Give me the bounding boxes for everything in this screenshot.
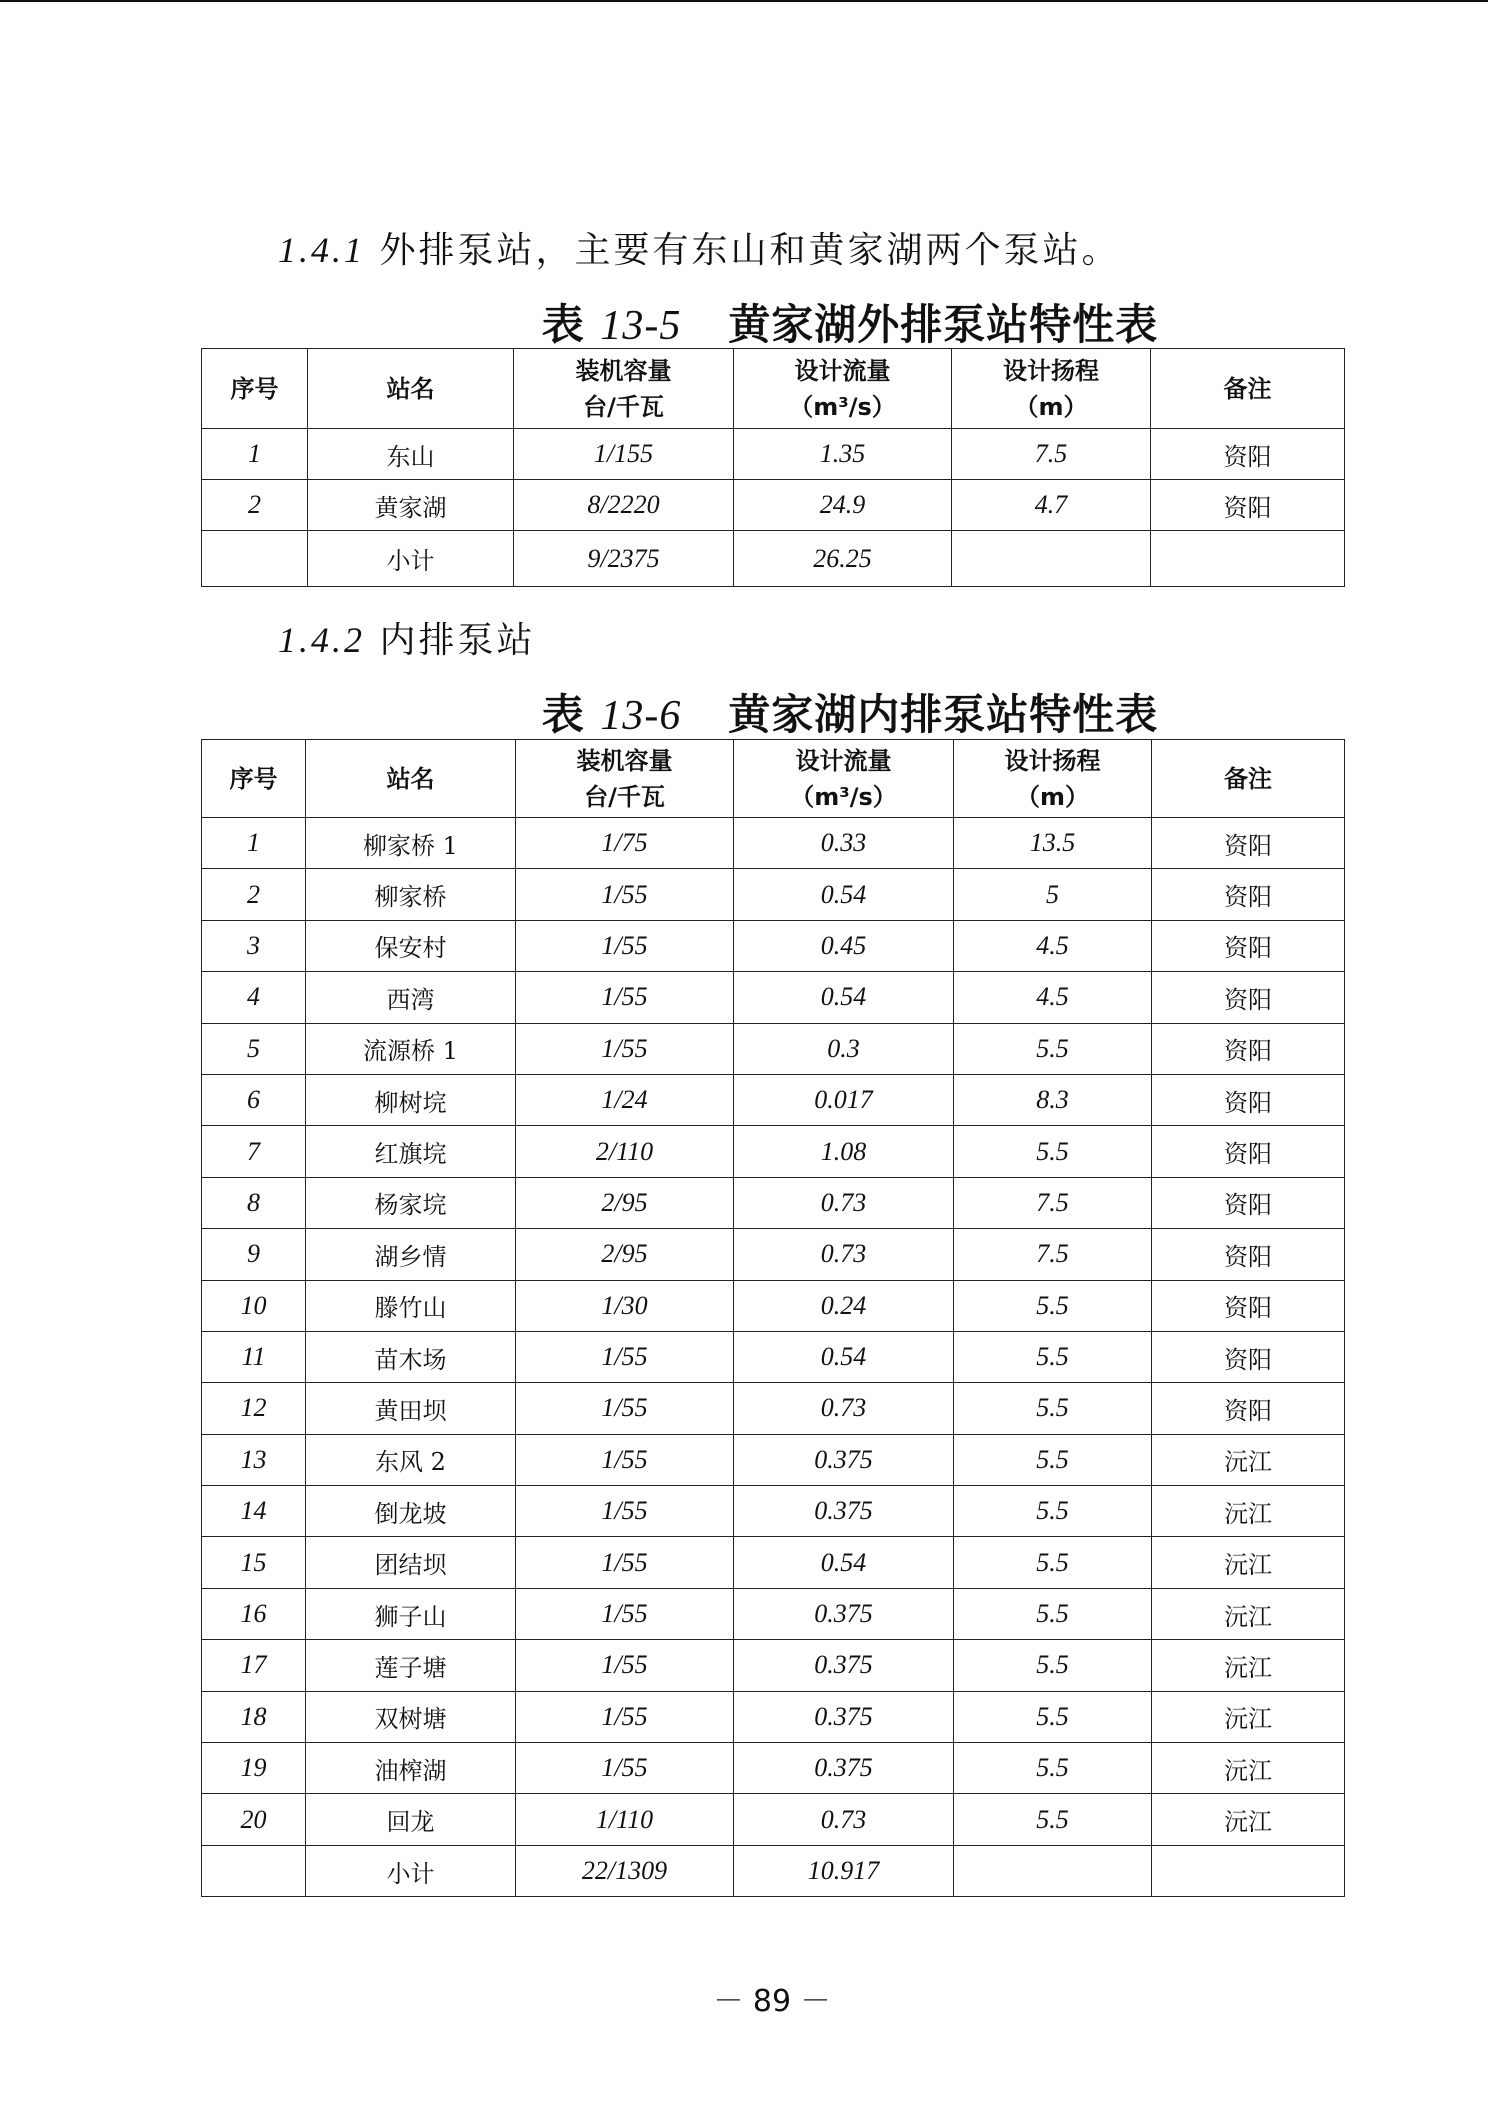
cell-flow: 0.54 — [734, 869, 954, 920]
cell-seq: 20 — [202, 1794, 306, 1845]
cell-seq: 1 — [202, 818, 306, 869]
caption-prefix: 表 — [541, 690, 585, 739]
cell-seq: 8 — [202, 1177, 306, 1228]
cell-total-capacity: 9/2375 — [514, 531, 734, 587]
cell-flow: 0.24 — [734, 1280, 954, 1331]
top-border-line — [0, 0, 1488, 2]
cell-name: 双树塘 — [306, 1691, 516, 1742]
table-row — [202, 1280, 1345, 1331]
cell-head: 7.5 — [954, 1177, 1152, 1228]
table-row — [202, 818, 1345, 869]
cell-name: 莲子塘 — [306, 1640, 516, 1691]
table-row — [202, 1383, 1345, 1434]
cell-note: 资阳 — [1152, 1331, 1345, 1382]
cell-flow: 0.375 — [734, 1486, 954, 1537]
page-number: － 89 － — [713, 1984, 831, 2019]
header-name: 站名 — [308, 349, 514, 429]
cell-name: 滕竹山 — [306, 1280, 516, 1331]
cell-flow: 0.54 — [734, 972, 954, 1023]
cell-seq: 4 — [202, 972, 306, 1023]
table-row — [202, 920, 1345, 971]
table-13-5-caption — [0, 292, 1488, 352]
table-row — [202, 1588, 1345, 1639]
table-row — [202, 480, 1345, 531]
cell-name: 油榨湖 — [306, 1743, 516, 1794]
cell-head: 13.5 — [954, 818, 1152, 869]
cell-head: 5 — [954, 869, 1152, 920]
external-pump-station-table — [201, 348, 1345, 587]
cell-seq: 14 — [202, 1486, 306, 1537]
table-row — [202, 1537, 1345, 1588]
cell-head: 5.5 — [954, 1691, 1152, 1742]
cell-head — [952, 531, 1151, 587]
cell-flow: 1.08 — [734, 1126, 954, 1177]
section-text: 外排泵站，主要有东山和黄家湖两个泵站。 — [379, 230, 1121, 271]
cell-capacity: 1/55 — [516, 1537, 734, 1588]
table-row — [202, 429, 1345, 480]
section-number: 1.4.2 — [278, 620, 365, 660]
cell-flow: 0.3 — [734, 1023, 954, 1074]
cell-head: 7.5 — [952, 429, 1151, 480]
cell-seq: 19 — [202, 1743, 306, 1794]
cell-name: 东风 2 — [306, 1434, 516, 1485]
cell-capacity: 2/95 — [516, 1229, 734, 1280]
section-text: 内排泵站 — [379, 620, 536, 661]
cell-capacity: 1/75 — [516, 818, 734, 869]
cell-head: 8.3 — [954, 1074, 1152, 1125]
caption-title: 黄家湖内排泵站特性表 — [728, 690, 1159, 739]
caption-number: 13-6 — [600, 693, 682, 739]
table-row — [202, 1229, 1345, 1280]
cell-capacity: 1/24 — [516, 1074, 734, 1125]
table-row — [202, 1126, 1345, 1177]
cell-seq: 3 — [202, 920, 306, 971]
header-flow: 设计流量 （m³/s） — [734, 349, 952, 429]
cell-note: 资阳 — [1152, 818, 1345, 869]
caption-prefix: 表 — [541, 300, 585, 349]
cell-note: 资阳 — [1152, 1383, 1345, 1434]
cell-head: 5.5 — [954, 1331, 1152, 1382]
cell-seq: 9 — [202, 1229, 306, 1280]
section-number: 1.4.1 — [278, 230, 365, 270]
cell-name: 黄家湖 — [308, 480, 514, 531]
cell-capacity: 1/55 — [516, 1383, 734, 1434]
cell-capacity: 1/30 — [516, 1280, 734, 1331]
cell-name: 保安村 — [306, 920, 516, 971]
cell-flow: 24.9 — [734, 480, 952, 531]
table-total-row — [202, 1845, 1345, 1896]
cell-seq: 15 — [202, 1537, 306, 1588]
cell-seq: 7 — [202, 1126, 306, 1177]
cell-head: 4.7 — [952, 480, 1151, 531]
cell-name: 红旗垸 — [306, 1126, 516, 1177]
cell-flow: 0.73 — [734, 1177, 954, 1228]
cell-flow: 0.73 — [734, 1794, 954, 1845]
cell-capacity: 8/2220 — [514, 480, 734, 531]
cell-head: 5.5 — [954, 1794, 1152, 1845]
cell-capacity: 1/55 — [516, 1588, 734, 1639]
cell-head: 5.5 — [954, 1743, 1152, 1794]
cell-head — [954, 1845, 1152, 1896]
cell-note: 沅江 — [1152, 1743, 1345, 1794]
cell-seq: 18 — [202, 1691, 306, 1742]
caption-number: 13-5 — [600, 303, 682, 349]
cell-head: 4.5 — [954, 972, 1152, 1023]
cell-seq: 6 — [202, 1074, 306, 1125]
header-note: 备注 — [1152, 740, 1345, 818]
cell-seq: 1 — [202, 429, 308, 480]
cell-note: 沅江 — [1152, 1640, 1345, 1691]
cell-head: 5.5 — [954, 1537, 1152, 1588]
table-row — [202, 1743, 1345, 1794]
section-heading-1-4-1 — [278, 222, 1120, 273]
cell-note — [1151, 531, 1345, 587]
cell-capacity: 2/110 — [516, 1126, 734, 1177]
section-heading-1-4-2 — [278, 612, 535, 663]
cell-capacity: 1/55 — [516, 1486, 734, 1537]
cell-note: 资阳 — [1152, 972, 1345, 1023]
cell-seq: 16 — [202, 1588, 306, 1639]
cell-total-flow: 26.25 — [734, 531, 952, 587]
header-seq: 序号 — [202, 740, 306, 818]
cell-name: 东山 — [308, 429, 514, 480]
cell-flow: 0.375 — [734, 1743, 954, 1794]
cell-seq: 13 — [202, 1434, 306, 1485]
cell-flow: 1.35 — [734, 429, 952, 480]
cell-seq: 5 — [202, 1023, 306, 1074]
cell-seq: 10 — [202, 1280, 306, 1331]
cell-seq: 17 — [202, 1640, 306, 1691]
header-capacity: 装机容量 台/千瓦 — [516, 740, 734, 818]
internal-pump-station-table — [201, 739, 1345, 1897]
table-row — [202, 1434, 1345, 1485]
cell-capacity: 1/55 — [516, 1331, 734, 1382]
cell-head: 5.5 — [954, 1383, 1152, 1434]
cell-capacity: 1/55 — [516, 869, 734, 920]
cell-head: 5.5 — [954, 1280, 1152, 1331]
table-header-row — [202, 349, 1345, 429]
cell-name: 团结坝 — [306, 1537, 516, 1588]
cell-note: 资阳 — [1152, 869, 1345, 920]
cell-flow: 0.017 — [734, 1074, 954, 1125]
cell-seq — [202, 1845, 306, 1896]
table-row — [202, 1331, 1345, 1382]
cell-name: 柳树垸 — [306, 1074, 516, 1125]
cell-note: 资阳 — [1152, 1074, 1345, 1125]
table-row — [202, 1640, 1345, 1691]
cell-note: 资阳 — [1152, 1177, 1345, 1228]
table-row — [202, 1074, 1345, 1125]
table-row — [202, 869, 1345, 920]
cell-head: 5.5 — [954, 1486, 1152, 1537]
cell-name: 倒龙坡 — [306, 1486, 516, 1537]
cell-note: 资阳 — [1152, 1023, 1345, 1074]
cell-note: 沅江 — [1152, 1486, 1345, 1537]
cell-name: 回龙 — [306, 1794, 516, 1845]
cell-name: 黄田坝 — [306, 1383, 516, 1434]
cell-flow: 0.45 — [734, 920, 954, 971]
cell-seq: 11 — [202, 1331, 306, 1382]
table-row — [202, 1177, 1345, 1228]
header-name: 站名 — [306, 740, 516, 818]
cell-seq: 2 — [202, 480, 308, 531]
cell-head: 7.5 — [954, 1229, 1152, 1280]
table-row — [202, 972, 1345, 1023]
cell-flow: 0.73 — [734, 1383, 954, 1434]
cell-note: 资阳 — [1151, 429, 1345, 480]
cell-total-capacity: 22/1309 — [516, 1845, 734, 1896]
cell-seq: 12 — [202, 1383, 306, 1434]
cell-name: 湖乡情 — [306, 1229, 516, 1280]
table-header-row — [202, 740, 1345, 818]
cell-seq — [202, 531, 308, 587]
cell-note: 资阳 — [1152, 920, 1345, 971]
cell-note: 资阳 — [1151, 480, 1345, 531]
cell-name: 狮子山 — [306, 1588, 516, 1639]
cell-head: 4.5 — [954, 920, 1152, 971]
header-seq: 序号 — [202, 349, 308, 429]
cell-head: 5.5 — [954, 1588, 1152, 1639]
cell-note — [1152, 1845, 1345, 1896]
cell-capacity: 1/110 — [516, 1794, 734, 1845]
cell-flow: 0.375 — [734, 1640, 954, 1691]
cell-name: 流源桥 1 — [306, 1023, 516, 1074]
table-row — [202, 1794, 1345, 1845]
table-row — [202, 1691, 1345, 1742]
cell-capacity: 1/55 — [516, 1640, 734, 1691]
cell-flow: 0.33 — [734, 818, 954, 869]
cell-total-flow: 10.917 — [734, 1845, 954, 1896]
cell-note: 资阳 — [1152, 1229, 1345, 1280]
cell-head: 5.5 — [954, 1640, 1152, 1691]
cell-flow: 0.375 — [734, 1434, 954, 1485]
cell-capacity: 1/55 — [516, 1691, 734, 1742]
cell-note: 沅江 — [1152, 1434, 1345, 1485]
cell-seq: 2 — [202, 869, 306, 920]
cell-capacity: 2/95 — [516, 1177, 734, 1228]
cell-capacity: 1/155 — [514, 429, 734, 480]
cell-head: 5.5 — [954, 1023, 1152, 1074]
cell-note: 资阳 — [1152, 1126, 1345, 1177]
cell-flow: 0.54 — [734, 1537, 954, 1588]
cell-total-label: 小计 — [306, 1845, 516, 1896]
cell-flow: 0.54 — [734, 1331, 954, 1382]
table-row — [202, 1486, 1345, 1537]
header-head: 设计扬程 （m） — [952, 349, 1151, 429]
table-13-6-caption — [0, 682, 1488, 742]
cell-capacity: 1/55 — [516, 1434, 734, 1485]
cell-capacity: 1/55 — [516, 920, 734, 971]
cell-note: 沅江 — [1152, 1537, 1345, 1588]
table-row — [202, 1023, 1345, 1074]
header-head: 设计扬程 （m） — [954, 740, 1152, 818]
cell-name: 柳家桥 1 — [306, 818, 516, 869]
cell-flow: 0.375 — [734, 1691, 954, 1742]
cell-flow: 0.73 — [734, 1229, 954, 1280]
cell-name: 杨家垸 — [306, 1177, 516, 1228]
cell-capacity: 1/55 — [516, 1743, 734, 1794]
cell-capacity: 1/55 — [516, 1023, 734, 1074]
header-note: 备注 — [1151, 349, 1345, 429]
cell-total-label: 小计 — [308, 531, 514, 587]
cell-capacity: 1/55 — [516, 972, 734, 1023]
cell-note: 资阳 — [1152, 1280, 1345, 1331]
cell-note: 沅江 — [1152, 1588, 1345, 1639]
cell-flow: 0.375 — [734, 1588, 954, 1639]
cell-head: 5.5 — [954, 1126, 1152, 1177]
header-flow: 设计流量 （m³/s） — [734, 740, 954, 818]
cell-head: 5.5 — [954, 1434, 1152, 1485]
cell-name: 西湾 — [306, 972, 516, 1023]
table-total-row — [202, 531, 1345, 587]
cell-name: 柳家桥 — [306, 869, 516, 920]
cell-note: 沅江 — [1152, 1691, 1345, 1742]
cell-note: 沅江 — [1152, 1794, 1345, 1845]
caption-title: 黄家湖外排泵站特性表 — [728, 300, 1159, 349]
header-capacity: 装机容量 台/千瓦 — [514, 349, 734, 429]
cell-name: 苗木场 — [306, 1331, 516, 1382]
